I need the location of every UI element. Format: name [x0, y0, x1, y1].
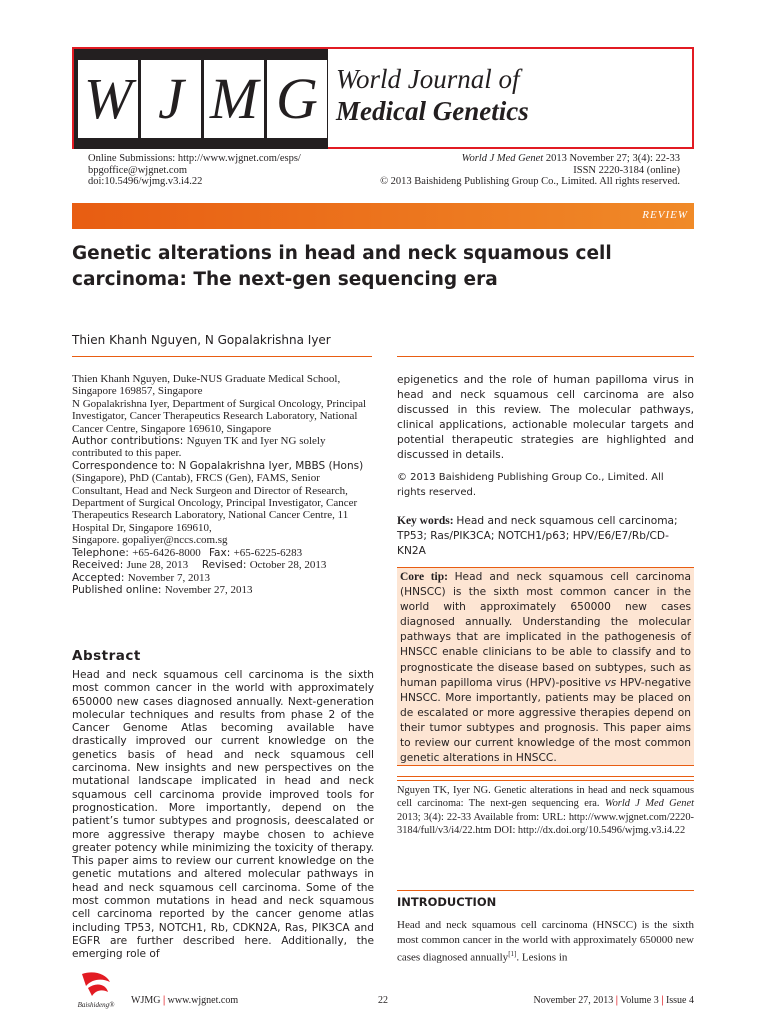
correspondence-name: N Gopalakrishna Iyer, MBBS (Hons): [178, 459, 364, 472]
citation-journal: World J Med Genet: [604, 798, 694, 810]
footer-issue-info: [534, 995, 694, 1006]
published-line: [72, 584, 372, 596]
received-date: June 28, 2013: [126, 559, 189, 572]
correspondence-label: Correspondence to:: [72, 459, 179, 472]
keywords: [397, 514, 694, 559]
citation-rule: [397, 780, 694, 781]
publisher-logo-text: Baishideng®: [77, 1001, 115, 1009]
published-label: Published online:: [72, 583, 165, 596]
core-tip-text-a: Head and neck squamous cell carcinoma (HNSCC) is the sixth most common cancer in the world with approximately 650000 new cases diagnosed annually. Understanding the molecular pathways that are implicated in the pathogenesis of HNSCC enable clinicians to be able to classify and to prognosticate the disease based on subtypes, such as human papilloma virus (HPV)-positive: [400, 571, 691, 689]
logo-letter-w: W: [78, 60, 138, 138]
affiliation-1: Thien Khanh Nguyen, Duke-NUS Graduate Medical School, Singapore 169857, Singapore: [72, 373, 341, 398]
footer-separator: |: [661, 995, 664, 1006]
article-authors: Thien Khanh Nguyen, N Gopalakrishna Iyer: [72, 333, 331, 347]
page-number: 22: [378, 995, 388, 1006]
telephone-label: Telephone:: [72, 546, 133, 559]
telephone-value: +65-6426-8000: [132, 546, 201, 559]
accepted-date: November 7, 2013: [127, 571, 210, 584]
article-doi[interactable]: doi:10.5496/wjmg.v3.i4.22: [88, 176, 203, 187]
core-tip-text-b: HPV-negative HNSCC. More importantly, patients may be placed on de escalated or more aggressive therapies depend on their tumor subtypes and prognosis. This paper aims to review our current knowledge of the most common genetic alterations in HNSCC.: [400, 676, 691, 765]
revised-date: October 28, 2013: [249, 559, 327, 572]
journal-name: [336, 63, 529, 127]
core-tip-vs: vs: [604, 676, 617, 689]
logo-letter-g: G: [267, 60, 327, 138]
introduction-text-a: Head and neck squamous cell carcinoma (HNSCC) is the sixth most common cancer in the world with approximately 650000 new cases diagnosed annually: [397, 919, 694, 965]
abstract-copyright: © 2013 Baishideng Publishing Group Co., Limited. All rights reserved.: [397, 472, 664, 498]
office-email[interactable]: bpgoffice@wjgnet.com: [88, 164, 187, 176]
footer-volume: Volume 3: [620, 995, 659, 1006]
introduction-text-b: . Lesions in: [516, 952, 568, 965]
introduction-text: [397, 918, 694, 966]
contributions-text: Nguyen TK and Iyer NG solely contributed to this paper.: [72, 435, 326, 460]
introduction-heading: INTRODUCTION: [397, 890, 694, 912]
publisher-logo-icon: [72, 970, 120, 1010]
journal-name-line2: Medical Genetics: [336, 96, 529, 126]
journal-masthead: [72, 47, 694, 149]
journal-reference: [380, 153, 680, 188]
divider-right: [397, 356, 694, 357]
fax-value: +65-6225-6283: [233, 546, 303, 559]
revised-label: Revised:: [201, 559, 250, 572]
accepted-line: [72, 572, 372, 584]
keywords-label: Key words:: [397, 515, 457, 527]
abstract-text: Head and neck squamous cell carcinoma is the sixth most common cancer in the world with approximately 650000 new cases diagnosed annually. Next-generation molecular techniques and results from phase 2 of the Cancer Genome Atlas becoming available have drastically improved our current knowledge on the genetics basis of head and neck squamous cell carcinoma. New insights and new perspectives on the mutational landscape implicated in head and neck squamous cell carcinoma provide improved tools for prognostication. More importantly, depend on the patient’s tumor subtypes and prognosis, deescalated or more aggressive therapy maybe chosen to achieve greater potency while minimizing the toxicity of therapy. This paper aims to review our current knowledge on the genetic mutations and altered molecular pathways in head and neck squamous cell carcinoma. Some of the most common mutations in head and neck squamous cell carcinoma reported by the cancer genome atlas including TP53, NOTCH1, Rb, CDKN2A, Ras, PIK3CA and EGFR are further described here. Additionally, the emerging role of: [72, 669, 374, 961]
citation-text-b[interactable]: 2013; 3(4): 22-33 Available from: URL: http://www.wjgnet.com/2220-3184/full/v3/i4/22.htm DOI: http://dx.doi.org/10.5496/wjmg.v3.i4.22: [397, 811, 694, 836]
footer-website[interactable]: www.wjgnet.com: [167, 995, 239, 1006]
accepted-label: Accepted:: [72, 571, 128, 584]
footer-date: November 27, 2013: [533, 995, 614, 1006]
author-contributions: [72, 435, 372, 460]
journal-citation-line: [380, 153, 680, 165]
issue-date: 2013 November 27; 3(4): 22-33: [543, 153, 680, 164]
submission-url[interactable]: Online Submissions: http://www.wjgnet.com/esps/: [88, 153, 301, 164]
affiliation-2: N Gopalakrishna Iyer, Department of Surgical Oncology, Principal Investigator, Cancer Therapeutics Research Laboratory, National Cancer Centre, Singapore 169610, Singapore: [72, 397, 367, 435]
citation-text-a: Nguyen TK, Iyer NG. Genetic alterations in head and neck squamous cell carcinoma: The next-gen sequencing era.: [397, 785, 694, 810]
reference-marker[interactable]: [1]: [508, 950, 517, 959]
section-band: [72, 203, 694, 229]
footer-journal-abbr: WJMG: [131, 995, 161, 1006]
publisher-copyright: © 2013 Baishideng Publishing Group Co., Limited. All rights reserved.: [380, 176, 680, 187]
how-to-cite: [397, 776, 694, 837]
correspondence-text: (Singapore), PhD (Cantab), FRCS (Gen), FAMS, Senior Consultant, Head and Neck Surgeon and Director of Research, Department of Surgical Oncology, Principal Investigator, Cancer Therapeutics Research Laboratory, National Cancer Centre, 11 Hospital Dr, Singapore 169610,: [72, 472, 358, 534]
keywords-text: Head and neck squamous cell carcinoma; TP53; Ras/PIK3CA; NOTCH1/p63; HPV/E6/E7/Rb/CD-KN2A: [397, 515, 678, 557]
footer-separator: |: [162, 995, 166, 1006]
divider-left: [72, 356, 372, 357]
section-label: REVIEW: [642, 209, 688, 221]
received-label: Received:: [72, 559, 127, 572]
issn: ISSN 2220-3184 (online): [573, 164, 680, 176]
received-revised-line: [72, 559, 372, 571]
footer-issue: Issue 4: [665, 995, 694, 1006]
correspondence: [72, 460, 372, 534]
telephone-line: [72, 547, 372, 559]
contributions-label: Author contributions:: [72, 435, 187, 448]
article-title: Genetic alterations in head and neck squamous cell carcinoma: The next-gen sequencing era: [72, 243, 612, 290]
journal-logo: [74, 49, 328, 149]
core-tip-label: Core tip:: [400, 571, 455, 583]
abstract-heading: Abstract: [72, 648, 141, 664]
core-tip-box: [397, 567, 694, 766]
footer-separator: |: [615, 995, 618, 1006]
journal-name-line1: World Journal of: [336, 64, 520, 94]
journal-abbrev: World J Med Genet: [461, 153, 544, 164]
fax-label: Fax:: [208, 546, 234, 559]
affiliations-block: [72, 373, 372, 596]
logo-letter-m: M: [204, 60, 264, 138]
logo-letter-j: J: [141, 60, 201, 138]
publisher-logo: [72, 970, 120, 1010]
abstract-continuation: epigenetics and the role of human papilloma virus in head and neck squamous cell carcinoma are also discussed in this review. The molecular pathways, clinical applications, actionable molecular targets and potential therapeutic strategies are highlighted and discussed in details.: [397, 374, 694, 461]
correspondence-email[interactable]: Singapore. gopaliyer@nccs.com.sg: [72, 534, 228, 547]
published-date: November 27, 2013: [164, 583, 253, 596]
footer-journal: [131, 995, 238, 1006]
submission-info: [88, 153, 301, 188]
